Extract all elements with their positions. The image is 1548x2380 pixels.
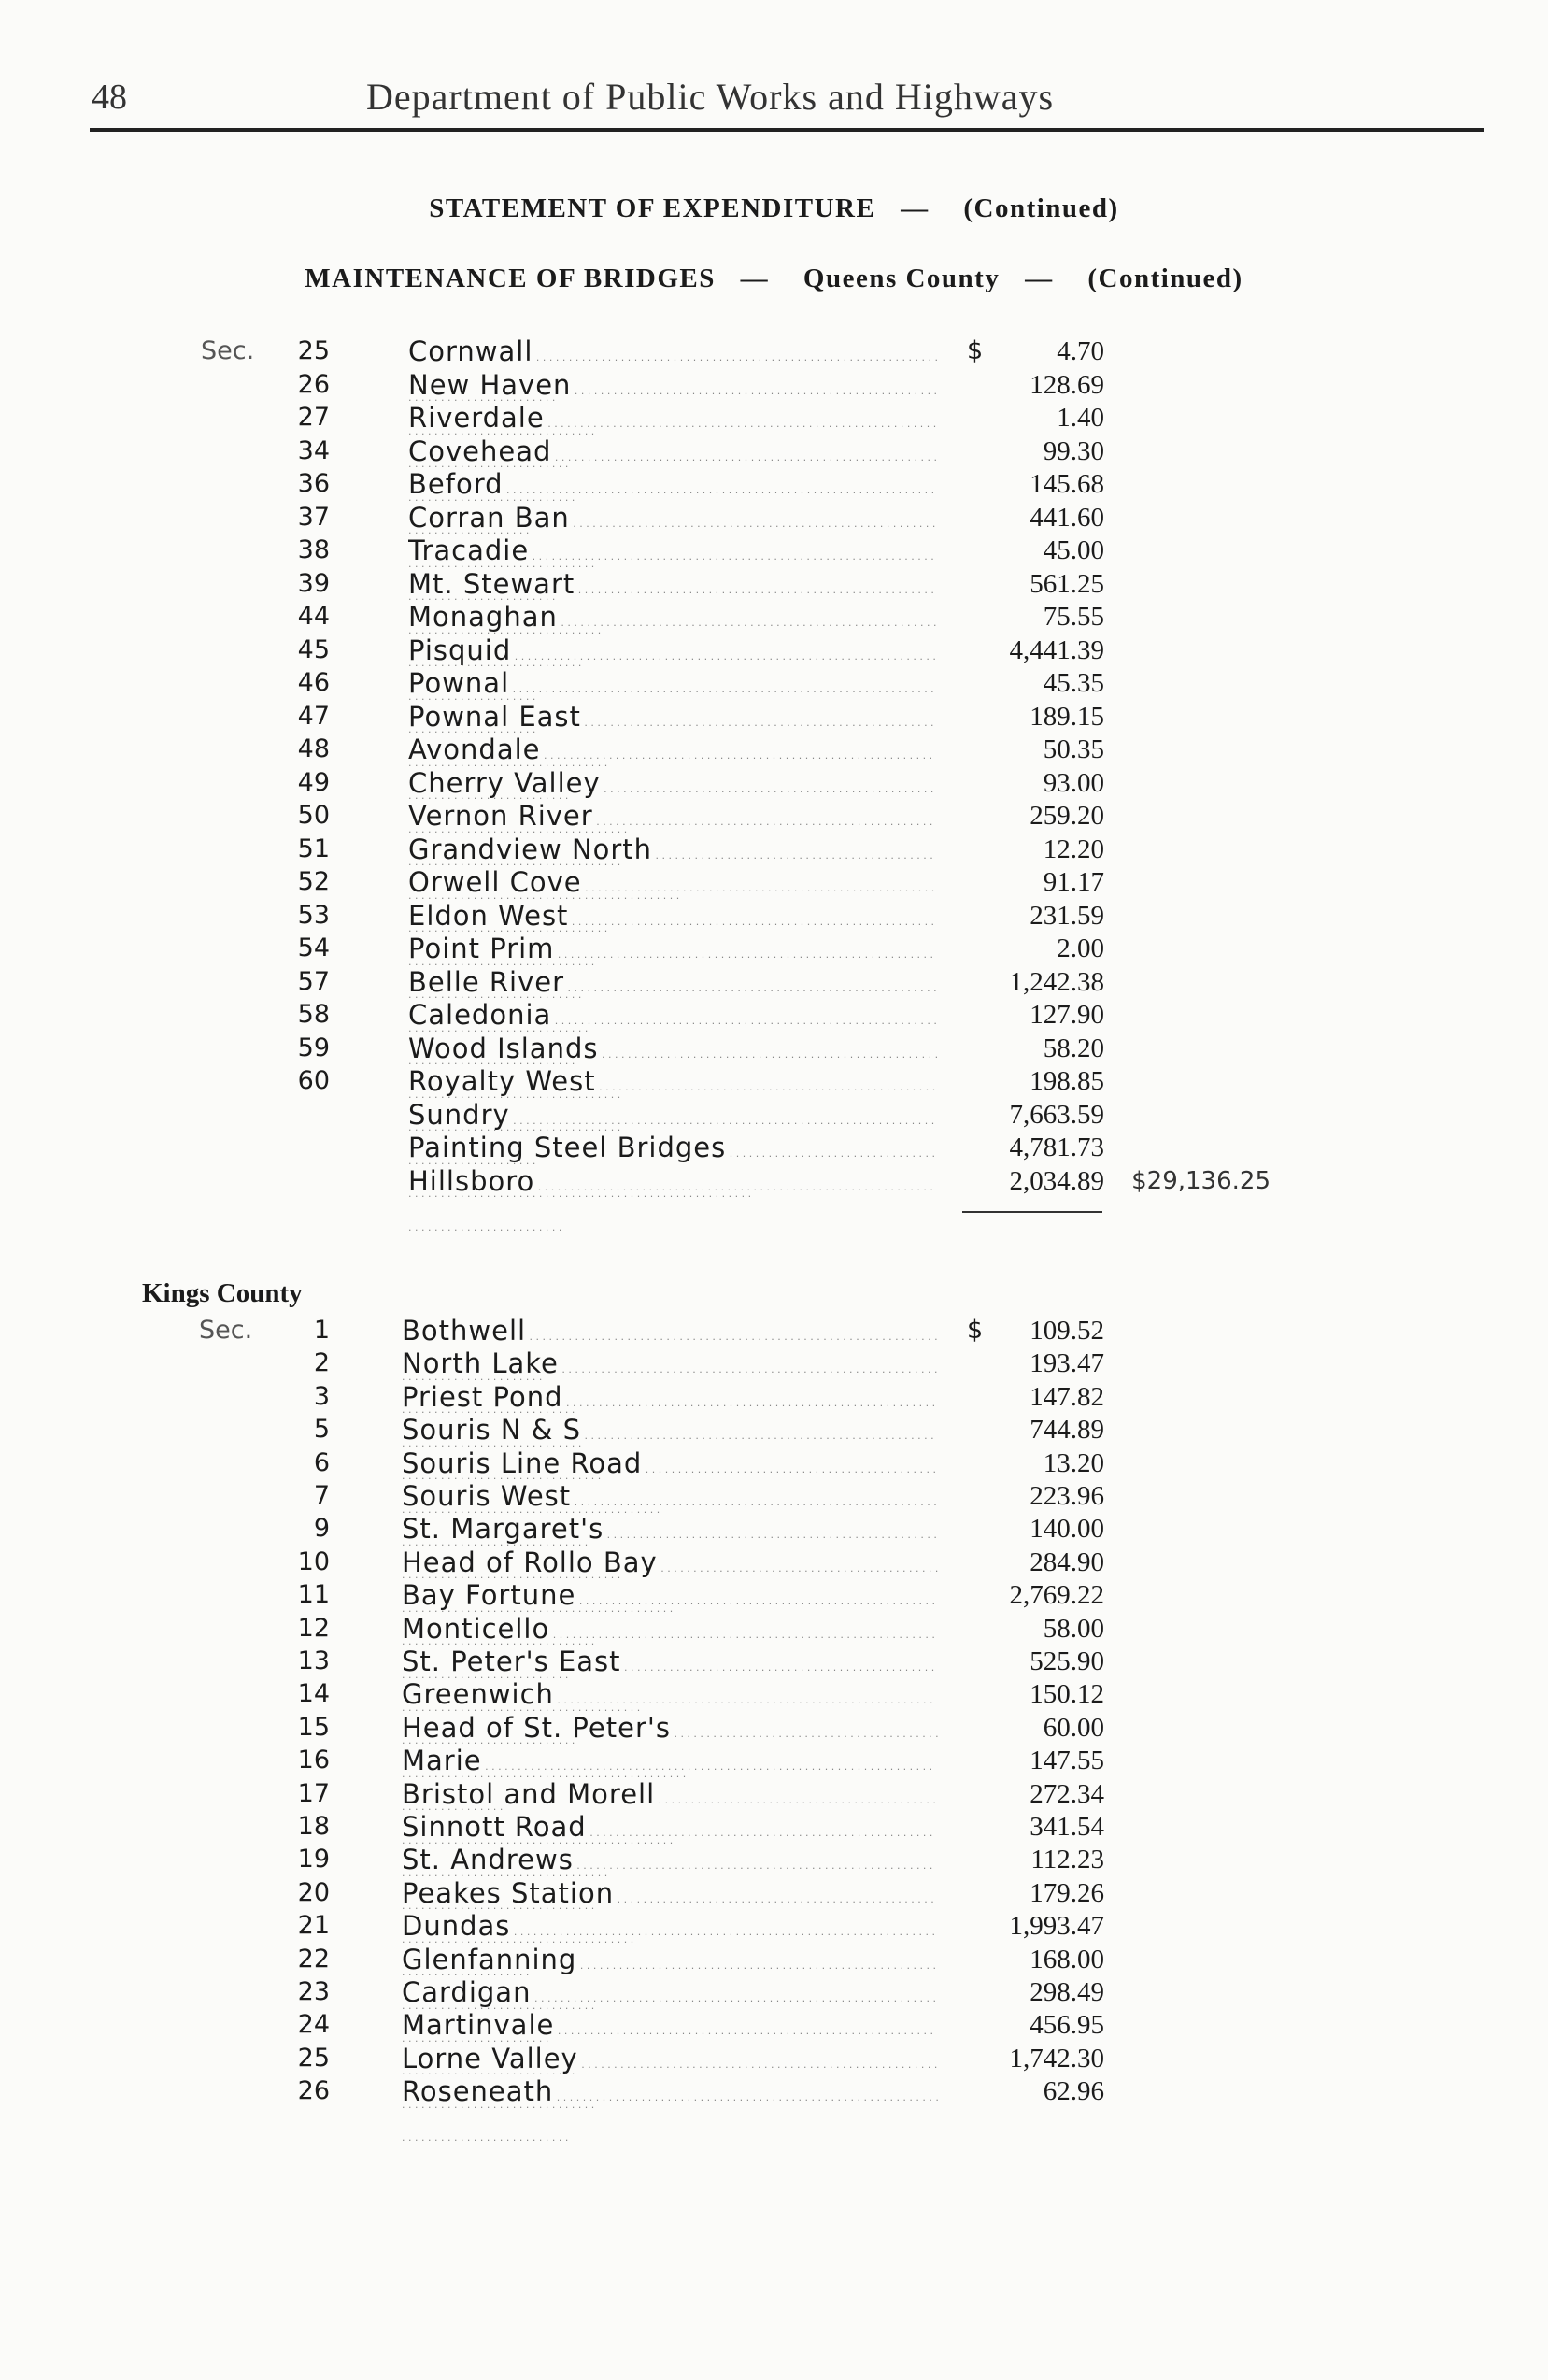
section-number: 22: [297, 1944, 330, 1974]
amount: 75.55: [1043, 602, 1104, 632]
subtotal-rule: [962, 1211, 1102, 1213]
place-name-text: Painting Steel Bridges: [408, 1132, 727, 1163]
place-name-text: St. Peter's East: [402, 1646, 621, 1677]
continued-label: (Continued): [1087, 264, 1243, 293]
place-name-text: Bothwell: [402, 1315, 527, 1347]
place-name-text: Sinnott Road: [402, 1811, 587, 1843]
section-title: [0, 264, 1548, 294]
place-name-text: Riverdale: [408, 402, 545, 434]
table-row: [0, 1876, 1548, 1910]
amount: 62.96: [1043, 2076, 1104, 2107]
place-name-text: Monaghan: [408, 601, 558, 633]
table-row: [0, 1777, 1548, 1811]
place-name: [408, 1164, 939, 1245]
county-label: Queens County: [802, 264, 1001, 293]
table-row: [0, 1744, 1548, 1777]
section-number: 19: [297, 1845, 330, 1874]
amount: 93.00: [1043, 767, 1104, 798]
section-number: 9: [313, 1514, 330, 1544]
place-name-text: Grandview North: [408, 833, 653, 865]
table-row: [0, 435, 1548, 468]
amount: 4,441.39: [1009, 634, 1104, 665]
table-row: [0, 1098, 1548, 1132]
section-number: 38: [297, 535, 330, 564]
amount: 2,034.89: [1009, 1165, 1104, 1196]
place-name-text: Souris West: [402, 1480, 572, 1512]
amount: 179.26: [1030, 1877, 1104, 1908]
section-number: 13: [297, 1646, 330, 1675]
title-dash: —: [1025, 264, 1054, 293]
table-row: [0, 2074, 1548, 2108]
amount: 60.00: [1043, 1712, 1104, 1743]
amount: 127.90: [1030, 1000, 1104, 1030]
amount: 231.59: [1030, 900, 1104, 931]
table-row: [0, 2008, 1548, 2042]
section-number: 39: [297, 568, 330, 598]
place-name-text: Greenwich: [402, 1678, 554, 1711]
section-number: 21: [297, 1911, 330, 1941]
section-number: 47: [297, 701, 330, 731]
section-number: 15: [297, 1712, 330, 1742]
section-number: 25: [297, 336, 330, 365]
section-number: 26: [297, 369, 330, 399]
place-name: [402, 2074, 939, 2155]
table-row: [0, 1975, 1548, 2009]
table-row: [0, 1546, 1548, 1579]
amount: 189.15: [1030, 701, 1104, 732]
table-row: [0, 1612, 1548, 1646]
amount: 45.35: [1043, 668, 1104, 698]
table-row: [0, 1032, 1548, 1065]
place-name-text: New Haven: [408, 368, 572, 401]
table-row: [0, 1843, 1548, 1876]
table-row: [0, 1064, 1548, 1098]
amount: 7,663.59: [1009, 1099, 1104, 1130]
section-number: 17: [297, 1778, 330, 1808]
place-name-text: Martinvale: [402, 2009, 555, 2042]
section-number: 44: [297, 602, 330, 631]
table-row: [0, 1164, 1548, 1198]
section-number: 1: [313, 1316, 330, 1345]
table-row: [0, 899, 1548, 933]
table-row: [0, 1711, 1548, 1745]
title-dash: —: [901, 193, 930, 223]
place-name-text: Souris N & S: [402, 1414, 581, 1447]
amount: 298.49: [1030, 1977, 1104, 2007]
place-name-text: Sundry: [408, 1098, 510, 1131]
place-name-text: Royalty West: [408, 1065, 596, 1097]
amount: 145.68: [1030, 469, 1104, 499]
place-name-text: Bay Fortune: [402, 1579, 576, 1612]
table-row: [0, 1131, 1548, 1164]
place-name-text: Pownal: [408, 667, 510, 699]
amount: 4,781.73: [1009, 1133, 1104, 1162]
place-name-text: Monticello: [402, 1612, 550, 1645]
section-number: 36: [297, 469, 330, 498]
place-name-text: Hillsboro: [408, 1164, 535, 1197]
section-number: 60: [297, 1066, 330, 1095]
table-row: [0, 1578, 1548, 1612]
place-name-text: Lorne Valley: [402, 2042, 578, 2074]
table-row: [0, 368, 1548, 402]
amount: 1,242.38: [1009, 966, 1104, 997]
running-title: Department of Public Works and Highways: [366, 76, 1055, 118]
place-name-text: St. Margaret's: [402, 1513, 604, 1546]
amount: 147.55: [1030, 1746, 1104, 1776]
table-row: [0, 865, 1548, 899]
section-number: 12: [297, 1613, 330, 1643]
section-number: 37: [297, 502, 330, 532]
section-number: 24: [297, 2010, 330, 2040]
table-row: [0, 1347, 1548, 1380]
section-number: 45: [297, 634, 330, 664]
place-name-text: Pownal East: [408, 700, 581, 733]
kings-county-heading: Kings County: [142, 1278, 303, 1308]
amount: 58.20: [1043, 1033, 1104, 1063]
table-row: [0, 501, 1548, 534]
section-number: 26: [297, 2076, 330, 2106]
amount: 561.25: [1030, 568, 1104, 599]
amount: 259.20: [1030, 801, 1104, 831]
place-name-text: Souris Line Road: [402, 1447, 643, 1479]
section-title-text: MAINTENANCE OF BRIDGES: [305, 264, 716, 293]
place-name-text: Cornwall: [408, 335, 533, 367]
place-name-text: North Lake: [402, 1347, 559, 1380]
section-number: 59: [297, 1033, 330, 1062]
section-number: 23: [297, 1977, 330, 2006]
amount: 128.69: [1030, 369, 1104, 400]
section-number: 14: [297, 1679, 330, 1709]
amount: 112.23: [1030, 1845, 1104, 1875]
place-name-text: Dundas: [402, 1910, 511, 1943]
amount: 4.70: [1057, 336, 1104, 366]
place-name-text: Eldon West: [408, 899, 569, 932]
amount: 2.00: [1057, 933, 1104, 963]
place-name-text: Bristol and Morell: [402, 1777, 656, 1810]
section-number: 49: [297, 767, 330, 797]
section-number: 27: [297, 403, 330, 432]
section-number: 34: [297, 435, 330, 465]
place-name-text: Beford: [408, 468, 504, 500]
amount: 223.96: [1030, 1481, 1104, 1511]
amount: 341.54: [1030, 1812, 1104, 1842]
table-row: [0, 700, 1548, 734]
amount: 1,993.47: [1009, 1911, 1104, 1942]
amount: 147.82: [1030, 1381, 1104, 1412]
section-number: 6: [313, 1447, 330, 1477]
place-name-text: Avondale: [408, 734, 541, 765]
table-row: [0, 467, 1548, 501]
amount: 45.00: [1043, 535, 1104, 565]
section-number: 57: [297, 966, 330, 996]
page-number: 48: [92, 78, 127, 117]
place-name-text: Vernon River: [408, 800, 593, 832]
section-number: 10: [297, 1546, 330, 1576]
section-number: 5: [313, 1415, 330, 1445]
table-row: [0, 1909, 1548, 1943]
sec-label: Sec.: [199, 1316, 253, 1345]
amount: 168.00: [1030, 1944, 1104, 1974]
table-row: [0, 401, 1548, 435]
table-row: [0, 799, 1548, 833]
sec-label: Sec.: [201, 336, 255, 365]
section-number: 20: [297, 1877, 330, 1907]
section-number: 58: [297, 1000, 330, 1029]
amount: 140.00: [1030, 1514, 1104, 1545]
place-name-text: Point Prim: [408, 933, 555, 964]
section-number: 18: [297, 1812, 330, 1841]
county-total: $29,136.25: [1131, 1166, 1271, 1195]
amount: 1.40: [1057, 403, 1104, 433]
place-name-text: Priest Pond: [402, 1380, 563, 1413]
header-rule: [90, 128, 1484, 132]
table-row: [0, 1479, 1548, 1513]
table-row: [0, 932, 1548, 965]
section-number: 25: [297, 2043, 330, 2073]
table-row: [0, 833, 1548, 866]
table-row: [0, 1314, 1548, 1347]
section-number: 53: [297, 900, 330, 930]
section-number: 11: [297, 1580, 330, 1610]
table-row: [0, 2042, 1548, 2075]
section-number: 48: [297, 734, 330, 763]
table-row: [0, 335, 1548, 368]
table-row: [0, 1380, 1548, 1414]
place-name-text: Cardigan: [402, 1976, 532, 2008]
place-name-text: Tracadie: [408, 534, 530, 566]
amount: 109.52: [1030, 1316, 1104, 1346]
amount: 150.12: [1030, 1679, 1104, 1710]
amount: 50.35: [1043, 734, 1104, 764]
place-name-text: Head of Rollo Bay: [402, 1546, 658, 1578]
table-row: [0, 1810, 1548, 1844]
amount: 744.89: [1030, 1415, 1104, 1446]
dollar-sign: $: [967, 336, 984, 365]
place-name-text: Marie: [402, 1745, 482, 1777]
table-row: [0, 1512, 1548, 1546]
table-row: [0, 1943, 1548, 1976]
continued-label: (Continued): [963, 193, 1119, 223]
table-row: [0, 1413, 1548, 1447]
amount: 58.00: [1043, 1613, 1104, 1644]
amount: 456.95: [1030, 2010, 1104, 2041]
section-number: 51: [297, 834, 330, 863]
amount: 441.60: [1030, 502, 1104, 533]
amount: 284.90: [1030, 1546, 1104, 1577]
section-number: 52: [297, 867, 330, 896]
table-row: [0, 1677, 1548, 1711]
dollar-sign: $: [967, 1316, 984, 1345]
title-dash: —: [740, 264, 770, 293]
amount: 2,769.22: [1009, 1580, 1104, 1611]
place-name-text: Caledonia: [408, 999, 552, 1031]
amount: 91.17: [1043, 867, 1104, 897]
place-name-text: Cherry Valley: [408, 766, 601, 799]
section-number: 54: [297, 933, 330, 962]
amount: 99.30: [1043, 435, 1104, 466]
table-row: [0, 666, 1548, 700]
place-name-text: Head of St. Peter's: [402, 1711, 671, 1744]
section-number: 46: [297, 668, 330, 697]
place-name-text: St. Andrews: [402, 1844, 574, 1876]
table-row: [0, 1645, 1548, 1678]
section-number: 16: [297, 1746, 330, 1775]
statement-title-text: STATEMENT OF EXPENDITURE: [429, 193, 876, 223]
section-number: 7: [313, 1481, 330, 1510]
section-number: 2: [313, 1348, 330, 1378]
place-name-text: Covehead: [408, 435, 552, 467]
section-number: 50: [297, 801, 330, 830]
amount: 525.90: [1030, 1646, 1104, 1676]
table-row: [0, 534, 1548, 567]
table-row: [0, 634, 1548, 667]
place-name-text: Corran Ban: [408, 501, 570, 534]
place-name-text: Roseneath: [402, 2075, 554, 2108]
amount: 13.20: [1043, 1447, 1104, 1478]
place-name-text: Orwell Cove: [408, 866, 582, 898]
amount: 12.20: [1043, 834, 1104, 864]
table-row: [0, 965, 1548, 999]
amount: 272.34: [1030, 1778, 1104, 1809]
table-row: [0, 1447, 1548, 1480]
amount: 1,742.30: [1009, 2043, 1104, 2074]
table-row: [0, 567, 1548, 601]
place-name-text: Pisquid: [408, 634, 512, 666]
table-row: [0, 600, 1548, 634]
table-row: [0, 733, 1548, 766]
place-name-text: Peakes Station: [402, 1876, 615, 1909]
place-name-text: Wood Islands: [408, 1032, 599, 1064]
place-name-text: Mt. Stewart: [408, 567, 575, 600]
statement-title: [0, 193, 1548, 224]
place-name-text: Glenfanning: [402, 1943, 577, 1975]
amount: 193.47: [1030, 1348, 1104, 1379]
section-number: 3: [313, 1381, 330, 1411]
table-row: [0, 998, 1548, 1032]
table-row: [0, 766, 1548, 800]
place-name-text: Belle River: [408, 965, 565, 998]
amount: 198.85: [1030, 1066, 1104, 1096]
